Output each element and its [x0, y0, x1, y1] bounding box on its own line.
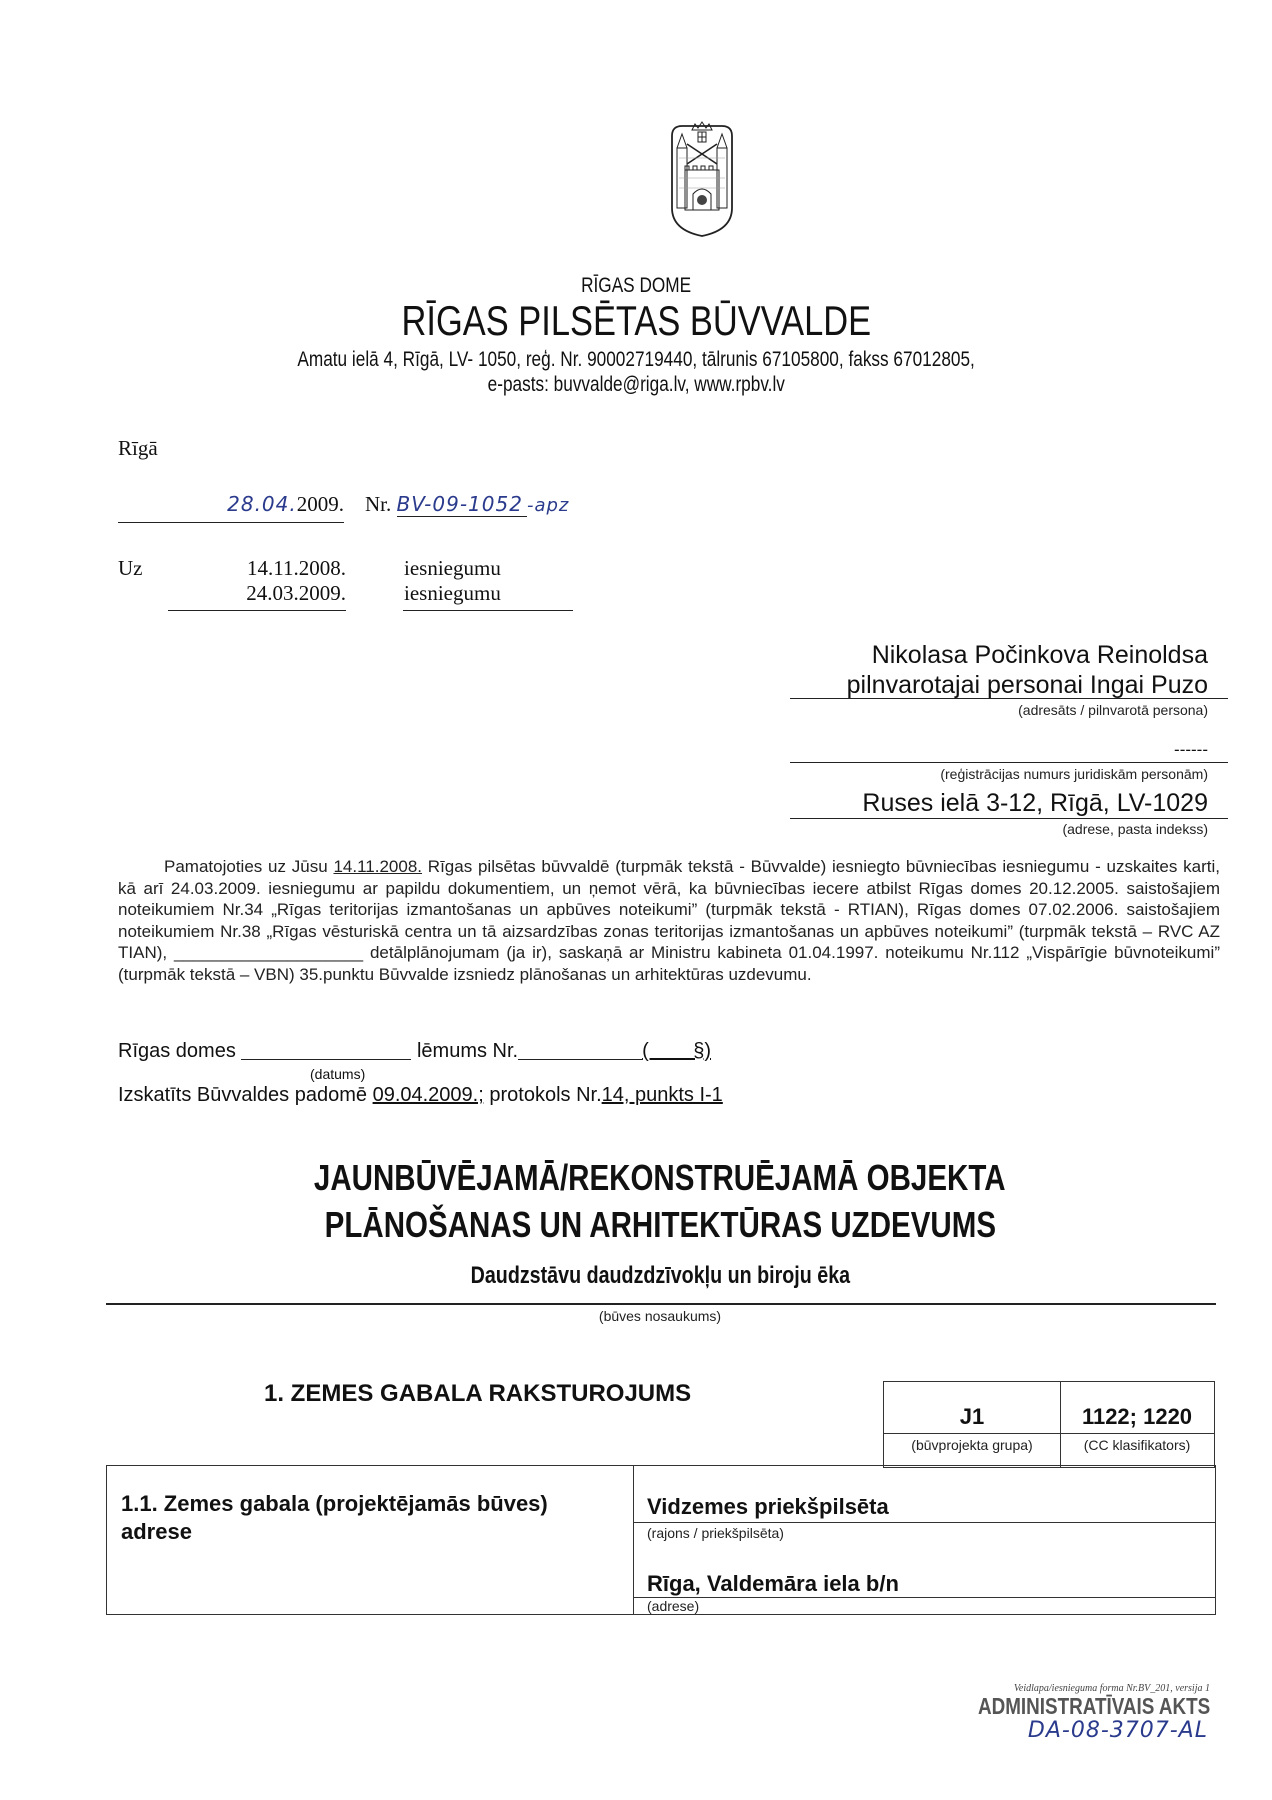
place: Rīgā	[118, 436, 158, 460]
project-group-caption: (būvprojekta grupa)	[911, 1437, 1033, 1453]
addressee-name: Nikolasa Počinkova Reinoldsa pilnvarotajai personai Ingai Puzo	[846, 641, 1208, 699]
decision-number-field	[518, 1059, 642, 1060]
site-address-value: Rīga, Valdemāra iela b/n	[647, 1571, 899, 1596]
letter-date: 28.04.2009.	[227, 492, 344, 516]
cc-classifier-caption: (CC klasifikators)	[1083, 1437, 1191, 1453]
administrative-act-stamp: ADMINISTRATĪVAIS AKTS	[977, 1693, 1210, 1719]
cc-classifier-value: 1122; 1220	[1081, 1404, 1193, 1429]
address-row-label: 1.1. Zemes gabala (projektējamās būves) adrese	[121, 1491, 548, 1544]
ref-types: iesniegumu iesniegumu	[404, 556, 501, 605]
letter-number: Nr. BV-09-1052 -apz	[365, 492, 570, 516]
org-name: RĪGAS PILSĒTAS BŪVVALDE	[401, 297, 871, 344]
form-note: Veidlapa/iesnieguma forma Nr.BV_201, versija 1	[1013, 1683, 1210, 1694]
body-paragraph: Pamatojoties uz Jūsu 14.11.2008. Rīgas pilsētas būvvaldē (turpmāk tekstā - Būvvalde) iesniegto būvniecības iesniegumu - uzskaites karti, kā arī 24.03.2009. iesniegumu ar papildu dokumentiem, un ņemot vērā, ka būvniecības iecere atbilst Rīgas domes 20.12.2005. saistošajiem noteikumiem Nr.34 „Rīgas teritorijas izmantošanas un apbūves noteikumi” (turpmāk tekstā - RTIAN), Rīgas domes 07.02.2006. saistošajiem noteikumiem Nr.38 „Rīgas vēsturiskā centra un tā aizsardzības zonas teritorijas izmantošanas un apbūves noteikumi” (turpmāk tekstā – RVC AZ TIAN), ____________________ detālplānojumam (ja ir), saskaņā ar Ministru kabineta 01.04.1997. noteikumu Nr.112 „Vispārīgie būvnoteikumi” (turpmāk tekstā – VBN) 35.punktu Būvvalde izsniedz plānošanas un arhitektūras uzdevumu.	[118, 857, 1220, 984]
address-table	[106, 1465, 1216, 1615]
council-name: RĪGAS DOME	[580, 274, 692, 297]
council-decision-line: Rīgas domes lēmums Nr. ( §)	[118, 1040, 711, 1062]
site-address-caption: (adrese)	[647, 1598, 700, 1614]
district-caption: (rajons / priekšpilsēta)	[647, 1525, 784, 1541]
section-heading: 1. ZEMES GABALA RAKSTUROJUMS	[264, 1380, 692, 1407]
registration-caption: (reģistrācijas numurs juridiskām personām)	[940, 766, 1208, 782]
uz-label: Uz	[118, 556, 143, 580]
org-address: Amatu ielā 4, Rīgā, LV- 1050, reģ. Nr. 90002719440, tālrunis 67105800, fakss 67012805,	[297, 348, 975, 371]
stamp-number: DA-08-3707-AL	[1027, 1718, 1208, 1743]
address-caption: (adrese, pasta indekss)	[1062, 821, 1208, 837]
addressee-address: Ruses ielā 3-12, Rīgā, LV-1029	[862, 789, 1208, 817]
building-name: Daudzstāvu daudzdzīvokļu un biroju ēka	[470, 1262, 850, 1289]
org-contacts: e-pasts: buvvalde@riga.lv, www.rpbv.lv	[487, 373, 785, 396]
building-caption: (būves nosaukums)	[598, 1308, 722, 1324]
district-value: Vidzemes priekšpilsēta	[647, 1494, 889, 1519]
decision-date-field	[241, 1059, 411, 1060]
classification-box	[883, 1381, 1215, 1468]
board-review-line: Izskatīts Būvvaldes padomē 09.04.2009.; protokols Nr.14, punkts I-1	[118, 1084, 723, 1106]
datums-caption: (datums)	[310, 1066, 366, 1082]
document-title: JAUNBŪVĒJAMĀ/REKONSTRUĒJAMĀ OBJEKTA PLĀNOŠANAS UN ARHITEKTŪRAS UZDEVUMS	[314, 1157, 1006, 1245]
registration-number: ------	[1174, 740, 1208, 759]
project-group-value: J1	[959, 1404, 985, 1429]
addressee-caption: (adresāts / pilnvarotā persona)	[1018, 702, 1208, 718]
coat-of-arms-icon	[667, 118, 737, 238]
ref-dates: 14.11.2008. 24.03.2009.	[246, 556, 346, 605]
